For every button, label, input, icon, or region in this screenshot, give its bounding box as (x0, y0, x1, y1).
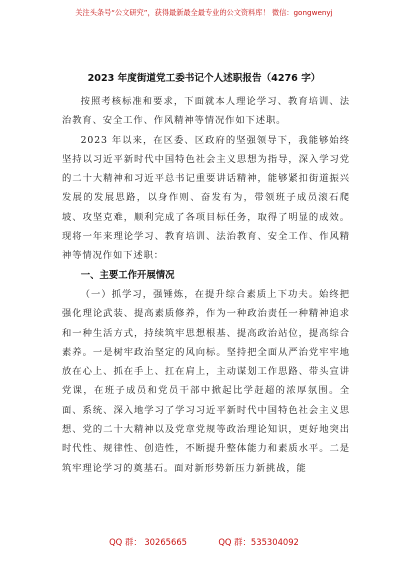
contact-footer (0, 536, 408, 548)
section-heading: 一、主要工作开展情况 (80, 269, 175, 281)
document-title: 2023 年度街道党工委书记个人述职报告（4276 字） (87, 73, 321, 84)
intro-paragraph: 按照考核标准和要求，下面就本人理论学习、教育培训、法治教育、安全工作、作风精神等情况作如下述职。 (62, 96, 350, 127)
overview-paragraph: 2023 年以来，在区委、区政府的坚强领导下，我能够始终坚持以习近平新时代中国特色社会主义思想为指导，深入学习党的二十大精神和习近平总书记重要讲话精神，能够紧扣街道振兴发展的发展思路，以身作则、奋发有为，带领班子成员滚石爬坡、攻坚克难，顺利完成了各项目标任务，取得了明显的成效。现将一年来理论学习、教育培训、法治教育、安全工作、作风精神等情况作如下述职： (62, 134, 350, 262)
document-body (62, 92, 350, 478)
qq-group-1: QQ 群： 30265665 (109, 537, 187, 547)
section-paragraph: （一）抓学习，强锤炼，在提升综合素质上下功夫。始终把强化理论武装、提高素质修养，作为一种政治责任一种精神追求和一种生活方式，持续筑牢思想根基、提高政治站位，提高综合素养。一是树牢政治坚定的风向标。坚持把全面从严治党牢牢地放在心上、抓在手上、扛在肩上，主动谋划工作思路、带头宣讲党课，在班子成员和党员干部中掀起比学赶超的浓厚氛围。全面、系统、深入地学习了学习习近平新时代中国特色社会主义思想、党的二十大精神以及党章党规等政治理论知识，更好地突出时代性、规律性、创造性，不断提升整体能力和素质水平。二是筑牢理论学习的奠基石。面对新形势新压力新挑战，能 (62, 288, 350, 474)
qq-group-2: QQ 群：535304092 (218, 537, 299, 547)
promo-banner: 关注头条号“公文研究”，获得最新最全最专业的公文资料库！ 微信：gongwenyj (75, 8, 333, 17)
